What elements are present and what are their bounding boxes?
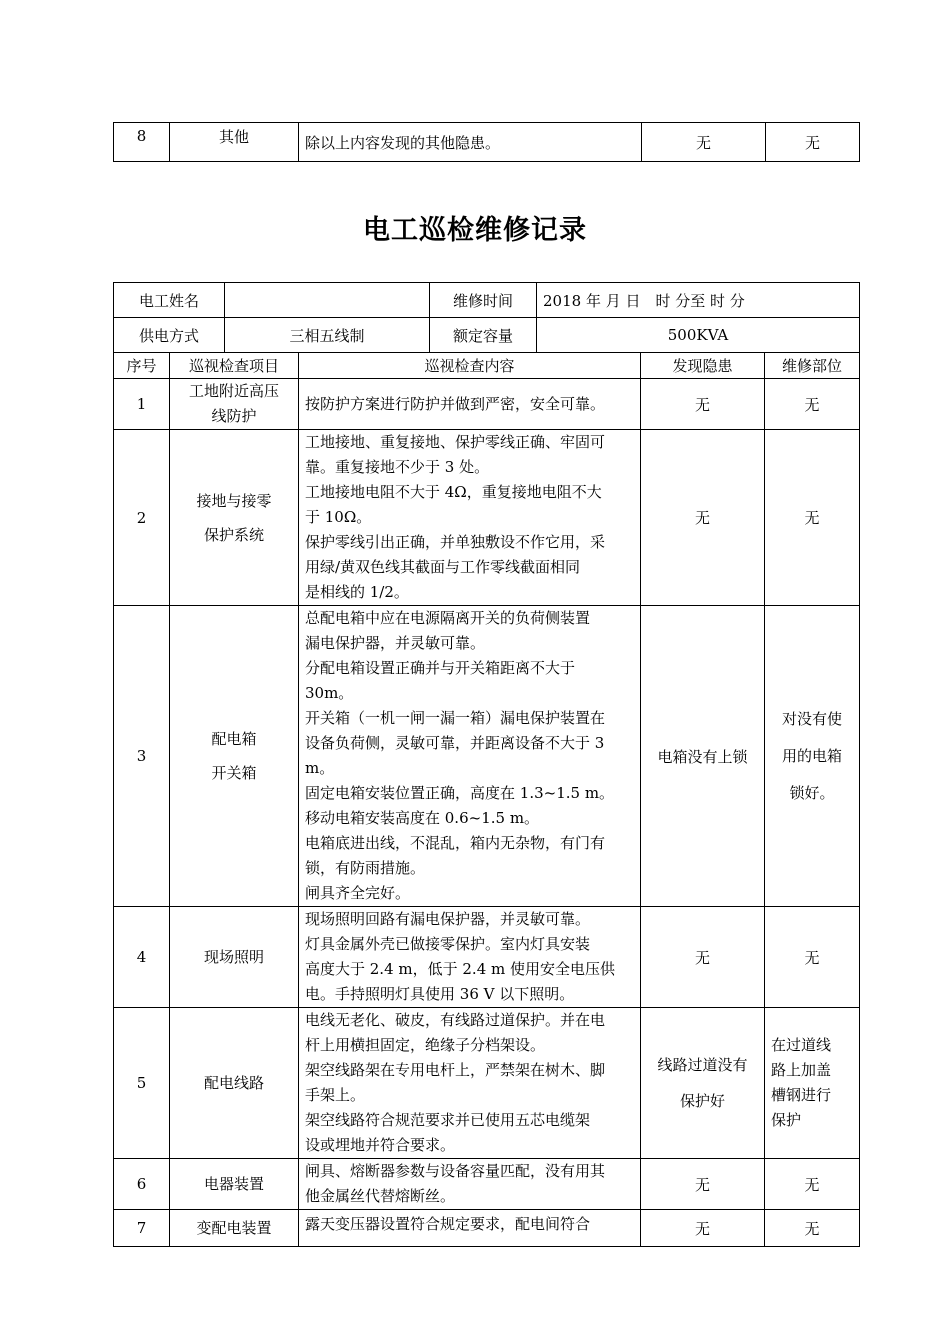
row-no: 5 [114, 1008, 170, 1159]
row-content: 按防护方案进行防护并做到严密，安全可靠。 [299, 379, 641, 430]
inspection-table [113, 352, 860, 1247]
row-hazard: 无 [641, 1159, 765, 1210]
col-no-header: 序号 [114, 353, 170, 379]
row-item: 变配电装置 [170, 1210, 299, 1247]
row-content: 电线无老化、破皮，有线路过道保护。并在电 杆上用横担固定，绝缘子分档架设。 架空线路架在专用电杆上，严禁架在树木、脚 手架上。 架空线路符合规范要求并已使用五芯电缆架 设或埋地并符合要求。 [299, 1008, 641, 1159]
row-item: 配电线路 [170, 1008, 299, 1159]
table-row [114, 907, 860, 1008]
table-row [114, 606, 860, 907]
row-hazard: 无 [641, 430, 765, 606]
row-repair: 无 [765, 379, 860, 430]
electrician-name-value [225, 283, 430, 318]
row-repair: 无 [765, 907, 860, 1008]
repair-time-value: 2018 年 月 日 时 分至 时 分 [537, 283, 860, 318]
rated-capacity-label: 额定容量 [430, 318, 537, 353]
row-hazard: 无 [641, 379, 765, 430]
table-row [114, 1008, 860, 1159]
row-no: 6 [114, 1159, 170, 1210]
row-repair: 对没有使 用的电箱 锁好。 [765, 606, 860, 907]
table-row [114, 123, 860, 162]
repair-time-label: 维修时间 [430, 283, 537, 318]
row-item: 电器装置 [170, 1159, 299, 1210]
power-supply-label: 供电方式 [114, 318, 225, 353]
table-row [114, 379, 860, 430]
row-repair: 在过道线 路上加盖 槽钢进行 保护 [765, 1008, 860, 1159]
row-repair: 无 [765, 430, 860, 606]
table-row [114, 283, 860, 318]
row-no: 1 [114, 379, 170, 430]
row-hazard: 无 [642, 123, 766, 162]
previous-page-table [113, 122, 860, 162]
row-content: 闸具、熔断器参数与设备容量匹配，没有用其 他金属丝代替熔断丝。 [299, 1159, 641, 1210]
table-row [114, 1210, 860, 1247]
table-row [114, 1159, 860, 1210]
row-item: 其他 [170, 123, 299, 162]
row-hazard: 线路过道没有 保护好 [641, 1008, 765, 1159]
row-content: 工地接地、重复接地、保护零线正确、牢固可 靠。重复接地不少于 3 处。 工地接地电阻不大于 4Ω，重复接地电阻不大 于 10Ω。 保护零线引出正确，并单独敷设不作它用，采 用绿/黄双色线其截面与工作零线截面相同 是相线的 1/2。 [299, 430, 641, 606]
row-no: 4 [114, 907, 170, 1008]
info-table [113, 282, 860, 353]
row-item: 配电箱 开关箱 [170, 606, 299, 907]
col-content-header: 巡视检查内容 [299, 353, 641, 379]
col-hazard-header: 发现隐患 [641, 353, 765, 379]
row-item: 现场照明 [170, 907, 299, 1008]
rated-capacity-value: 500KVA [537, 318, 860, 353]
table-row [114, 318, 860, 353]
col-item-header: 巡视检查项目 [170, 353, 299, 379]
row-hazard: 电箱没有上锁 [641, 606, 765, 907]
col-repair-header: 维修部位 [765, 353, 860, 379]
row-content: 现场照明回路有漏电保护器，并灵敏可靠。 灯具金属外壳已做接零保护。室内灯具安装 高度大于 2.4 m，低于 2.4 m 使用安全电压供 电。手持照明灯具使用 36 V 以下照明。 [299, 907, 641, 1008]
row-item: 接地与接零 保护系统 [170, 430, 299, 606]
row-hazard: 无 [641, 1210, 765, 1247]
page-title: 电工巡检维修记录 [363, 215, 587, 246]
row-no: 3 [114, 606, 170, 907]
row-hazard: 无 [641, 907, 765, 1008]
table-row [114, 430, 860, 606]
row-repair: 无 [765, 1210, 860, 1247]
row-repair: 无 [766, 123, 860, 162]
power-supply-value: 三相五线制 [225, 318, 430, 353]
row-content: 总配电箱中应在电源隔离开关的负荷侧装置 漏电保护器，并灵敏可靠。 分配电箱设置正确并与开关箱距离不大于 30m。 开关箱（一机一闸一漏一箱）漏电保护装置在 设备负荷侧，灵敏可靠，并距离设备不大于 3 m。 固定电箱安装位置正确，高度在 1.3~1.5 m。 移动电箱安装高度在 0.6~1.5 m。 电箱底进出线，不混乱，箱内无杂物，有门有 锁，有防雨措施。 闸具齐全完好。 [299, 606, 641, 907]
row-item: 工地附近高压 线防护 [170, 379, 299, 430]
row-content: 除以上内容发现的其他隐患。 [299, 123, 642, 162]
row-no: 8 [114, 123, 170, 162]
row-no: 2 [114, 430, 170, 606]
row-content: 露天变压器设置符合规定要求，配电间符合 [299, 1210, 641, 1247]
table-header-row [114, 353, 860, 379]
electrician-name-label: 电工姓名 [114, 283, 225, 318]
row-no: 7 [114, 1210, 170, 1247]
row-repair: 无 [765, 1159, 860, 1210]
